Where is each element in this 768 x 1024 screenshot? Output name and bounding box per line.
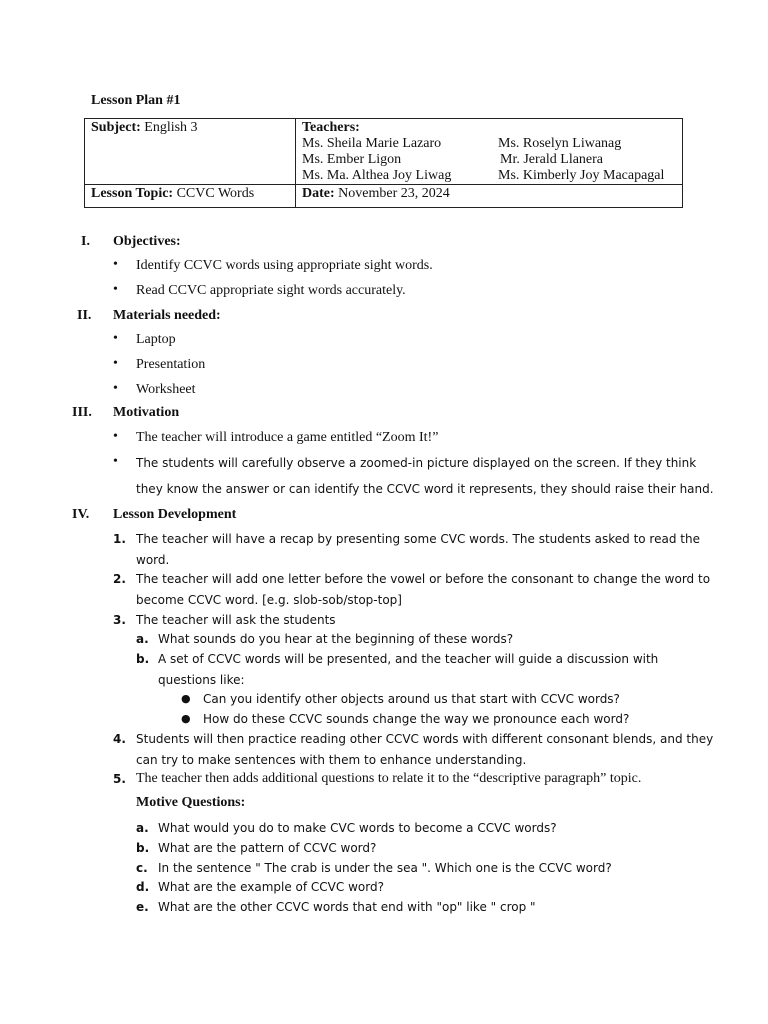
- step-text: become CCVC word. [e.g. slob-sob/stop-top]: [136, 593, 402, 607]
- section-title-materials: Materials needed:: [113, 308, 221, 323]
- teacher-name: Ms. Roselyn Liwanag: [498, 136, 622, 151]
- step-text: The teacher will have a recap by presenting some CVC words. The students asked to read the: [136, 532, 700, 546]
- objective-item: Read CCVC appropriate sight words accurately.: [136, 283, 406, 298]
- question-bullet-text: Can you identify other objects around us that start with CCVC words?: [203, 692, 620, 706]
- bullet-icon: ●: [181, 712, 191, 725]
- material-item: Worksheet: [136, 382, 196, 397]
- question-letter: a.: [136, 821, 149, 835]
- bullet-icon: •: [113, 331, 118, 346]
- step-text: word.: [136, 553, 170, 567]
- teachers-label: Teachers:: [302, 120, 360, 135]
- date-label: Date:: [302, 186, 335, 201]
- teacher-name: Ms. Kimberly Joy Macapagal: [498, 168, 665, 183]
- motive-question: What are the pattern of CCVC word?: [158, 841, 377, 855]
- bullet-icon: •: [113, 429, 118, 444]
- motivation-item: they know the answer or can identify the CCVC word it represents, they should raise their hand.: [136, 482, 714, 496]
- step-text: Students will then practice reading other CCVC words with different consonant blends, and they: [136, 732, 714, 746]
- section-title-objectives: Objectives:: [113, 234, 181, 249]
- motive-questions-title: Motive Questions:: [136, 795, 246, 810]
- date-cell: [302, 186, 450, 202]
- motive-question: What are the example of CCVC word?: [158, 880, 384, 894]
- teacher-name: Ms. Ember Ligon: [302, 152, 402, 167]
- section-title-motivation: Motivation: [113, 405, 180, 420]
- motive-question: What are the other CCVC words that end with "op" like " crop ": [158, 900, 536, 914]
- teacher-name: Ms. Sheila Marie Lazaro: [302, 136, 442, 151]
- step-number: 4.: [113, 732, 126, 746]
- question-letter: c.: [136, 861, 148, 875]
- step-text: The teacher will add one letter before the vowel or before the consonant to change the word to: [136, 572, 711, 586]
- subject-label: Subject:: [91, 120, 141, 135]
- motive-question: What would you do to make CVC words to become a CCVC words?: [158, 821, 557, 835]
- lesson-info-table: [84, 118, 683, 208]
- section-number: I.: [81, 234, 90, 249]
- material-item: Presentation: [136, 357, 206, 372]
- table-divider-vertical: [295, 119, 296, 207]
- topic-label: Lesson Topic:: [91, 186, 174, 201]
- date-value: November 23, 2024: [338, 186, 450, 201]
- bullet-icon: •: [113, 356, 118, 371]
- motivation-item: The students will carefully observe a zoomed-in picture displayed on the screen. If they think: [136, 456, 697, 470]
- question-letter: e.: [136, 900, 149, 914]
- bullet-icon: •: [113, 282, 118, 297]
- substep-letter: a.: [136, 632, 149, 646]
- objective-item: Identify CCVC words using appropriate sight words.: [136, 258, 433, 273]
- step-text: The teacher will ask the students: [136, 613, 336, 627]
- question-letter: b.: [136, 841, 150, 855]
- question-bullet-text: How do these CCVC sounds change the way we pronounce each word?: [203, 712, 630, 726]
- topic-value: CCVC Words: [176, 186, 255, 201]
- material-item: Laptop: [136, 332, 176, 347]
- step-number: 1.: [113, 532, 126, 546]
- section-number: III.: [72, 405, 92, 420]
- teacher-name: Mr. Jerald Llanera: [500, 152, 604, 167]
- bullet-icon: •: [113, 454, 118, 469]
- step-text: The teacher then adds additional questions to relate it to the “descriptive paragraph” topic.: [136, 771, 642, 786]
- section-number: IV.: [72, 507, 90, 522]
- bullet-icon: •: [113, 257, 118, 272]
- substep-letter: b.: [136, 652, 150, 666]
- substep-text: A set of CCVC words will be presented, and the teacher will guide a discussion with: [158, 652, 659, 666]
- step-number: 2.: [113, 572, 126, 586]
- step-number: 5.: [113, 772, 126, 786]
- section-number: II.: [77, 308, 92, 323]
- subject-value: English 3: [144, 120, 198, 135]
- substep-text: What sounds do you hear at the beginning of these words?: [158, 632, 514, 646]
- bullet-icon: •: [113, 381, 118, 396]
- question-letter: d.: [136, 880, 150, 894]
- table-divider-horizontal: [85, 184, 682, 185]
- substep-text: questions like:: [158, 673, 245, 687]
- teacher-name: Ms. Ma. Althea Joy Liwag: [302, 168, 452, 183]
- step-text: can try to make sentences with them to enhance understanding.: [136, 753, 527, 767]
- step-number: 3.: [113, 613, 126, 627]
- subject-cell: [91, 120, 198, 136]
- motive-question: In the sentence " The crab is under the sea ". Which one is the CCVC word?: [158, 861, 612, 875]
- motivation-item: The teacher will introduce a game entitled “Zoom It!”: [136, 430, 439, 445]
- page-title: Lesson Plan #1: [91, 93, 181, 108]
- bullet-icon: ●: [181, 692, 191, 705]
- topic-cell: [91, 186, 254, 202]
- section-title-development: Lesson Development: [113, 507, 237, 522]
